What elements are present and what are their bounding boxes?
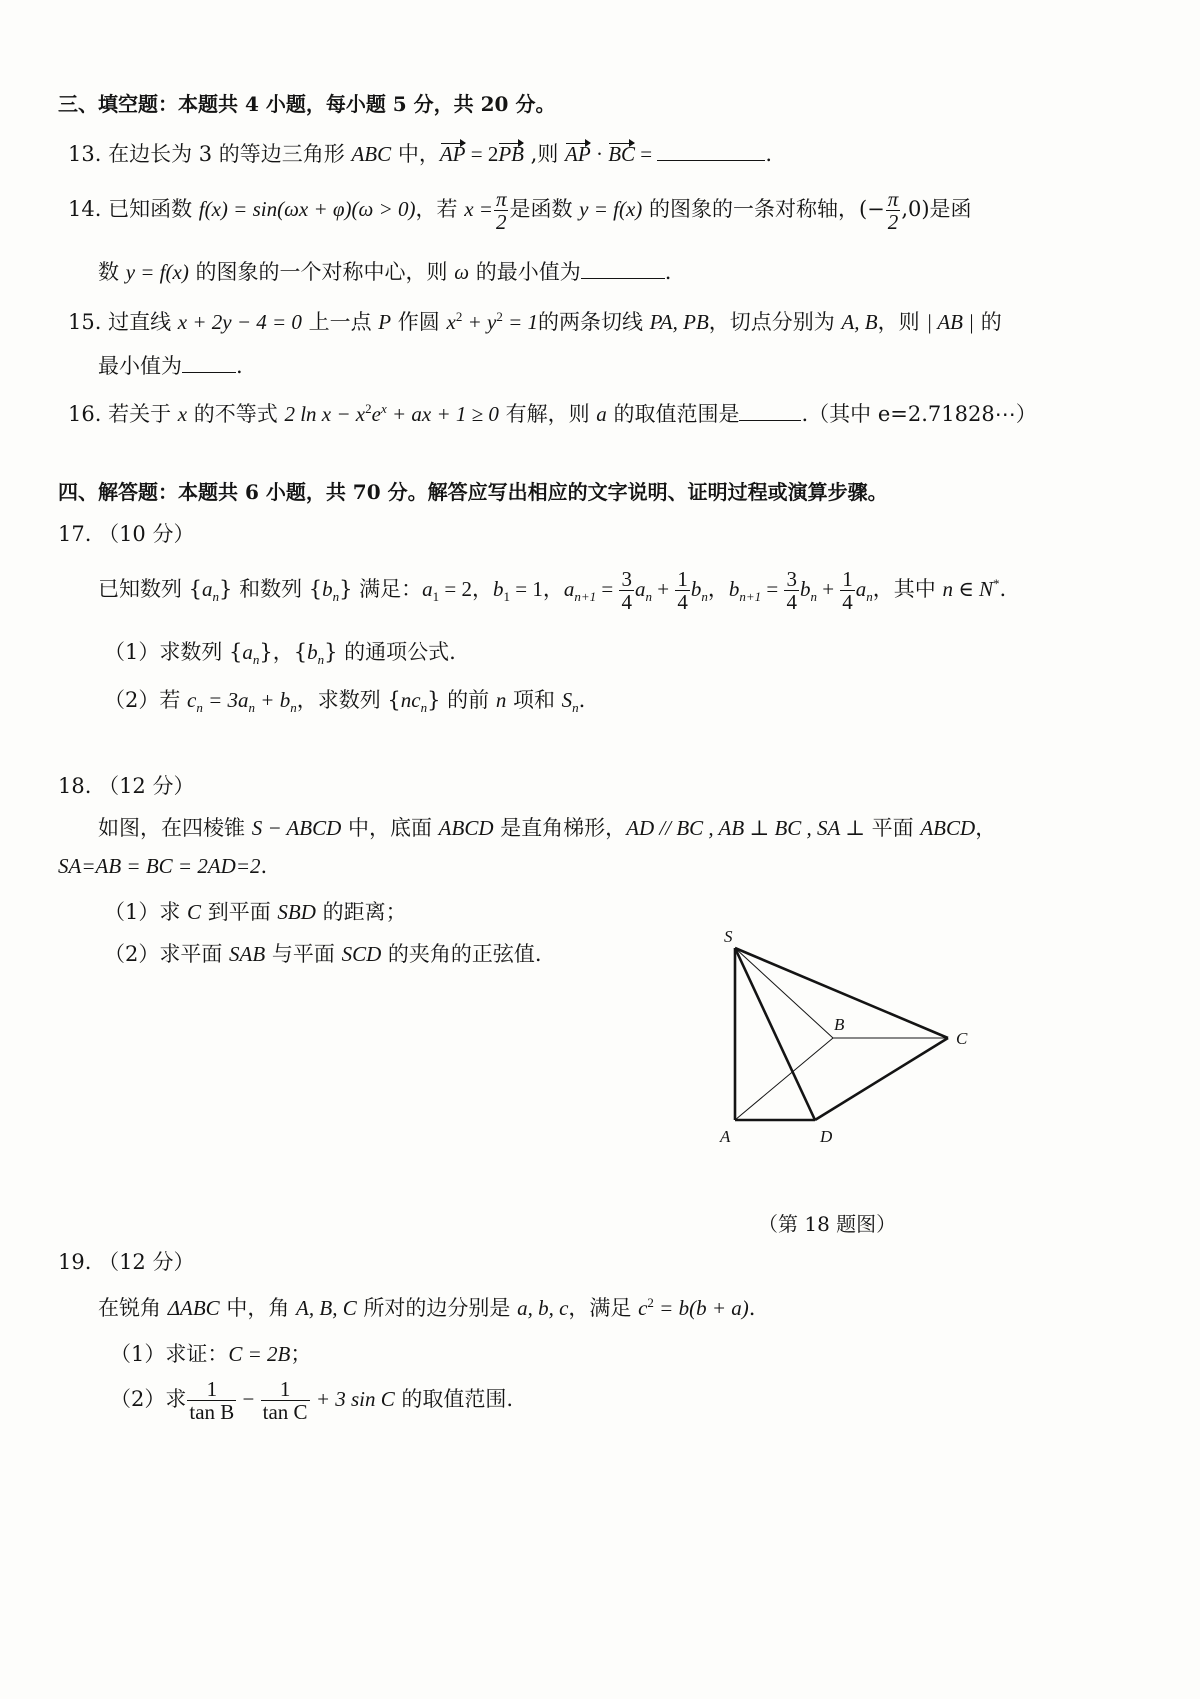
question-18-part-1: （1）求 C 到平面 SBD 的距离； xyxy=(104,900,407,924)
question-16: 16. 若关于 x 的不等式 2 $\ln x - x^2e^x$ + ax + 1 ≥ 0 有解，则 a 的取值范围是 .（其中 e=2.71828⋯） xyxy=(68,401,1037,426)
answer-blank xyxy=(581,260,665,279)
question-19-stem: 在锐角 ΔABC 中，角 A, B, C 所对的边分别是 a, b, c，满足 $c^2 = b(b + a)$. xyxy=(98,1295,756,1320)
q13-number: 13. xyxy=(68,142,102,166)
edge-sd xyxy=(735,948,815,1120)
vertex-label-d: D xyxy=(820,1127,833,1146)
question-18-stem: 如图，在四棱锥 S − ABCD 中，底面 ABCD 是直角梯形，AD // BC , AB ⊥ BC , SA ⊥ 平面 ABCD， xyxy=(98,816,997,840)
question-15-line2: 最小值为 . xyxy=(98,354,243,378)
question-17-header: 17. （10 分） xyxy=(58,522,195,546)
question-19-header: 19. （12 分） xyxy=(58,1250,195,1274)
vertex-label-s: S xyxy=(724,927,733,946)
question-19-part-2: （2）求 $\frac{1}{\text{tan B}}$ − $\frac{1}{\text{tan C}}$ + 3 sin C 的取值范围. xyxy=(110,1377,514,1425)
vertex-label-b: B xyxy=(834,1015,845,1034)
vertex-label-c: C xyxy=(956,1029,968,1048)
vector-ap: AP xyxy=(439,142,466,166)
question-17-part-1: （1）求数列 $\{a_n\}$，$\{b_n\}$ 的通项公式. xyxy=(104,640,456,668)
question-15: 15. 过直线 x + 2y − 4 = 0 上一点 P 作圆 $x^2 + y^2 = 1$的两条切线 PA, PB，切点分别为 A, B，则 | AB | 的 xyxy=(68,309,1002,334)
vector-bc: BC xyxy=(608,142,636,166)
answer-blank xyxy=(739,402,801,421)
pyramid-figure xyxy=(700,920,1000,1160)
question-17-stem: 已知数列 $\{a_n\}$ 和数列 $\{b_n\}$ 满足：$a_1 = 2$，$b_1 = 1$，$a_{n+1}$ = $\frac{3}{4}$ $a_n$ + $\frac{1}{4}$ $b_n$，$b_{n+1}$ = $\frac{3}{4}$ $b_n$ + $\frac{1}{4}$ $a_n$，其中 n ∈ N*. xyxy=(98,567,1007,615)
vertex-label-a: A xyxy=(720,1127,731,1146)
question-18-header: 18. （12 分） xyxy=(58,774,195,798)
section-4-heading: 四、解答题：本题共 6 小题，共 70 分。解答应写出相应的文字说明、证明过程或演算步骤。 xyxy=(58,480,888,504)
section-3-heading: 三、填空题：本题共 4 小题，每小题 5 分，共 20 分。 xyxy=(58,92,556,116)
question-14: 14. 已知函数 f(x) = sin(ωx + φ)(ω > 0)，若 x = $\frac{\pi}{2}$ 是函数 y = f(x) 的图象的一条对称轴，(− $\frac{\pi}{2}$ ,0)是函 xyxy=(68,187,972,235)
question-18-stem-line2: SA=AB = BC = 2AD=2. xyxy=(58,854,268,878)
question-17-part-2: （2）若 $c_n = 3a_n + b_n$，求数列 $\{nc_n\}$ 的前 n 项和 $S_n$. xyxy=(104,688,586,716)
answer-blank xyxy=(182,354,236,373)
question-18-part-2: （2）求平面 SAB 与平面 SCD 的夹角的正弦值. xyxy=(104,942,542,966)
figure-caption: （第 18 题图） xyxy=(758,1212,897,1236)
question-13: 13. 在边长为 3 的等边三角形 ABC 中，AP = 2PB ,则 AP · BC = . xyxy=(68,142,773,166)
edge-dc xyxy=(815,1038,948,1120)
vector-pb: PB xyxy=(498,142,524,166)
edge-sb xyxy=(735,948,833,1038)
question-19-part-1: （1）求证：C = 2B； xyxy=(110,1342,312,1366)
question-14-line2: 数 y = f(x) 的图象的一个对称中心，则 ω 的最小值为 . xyxy=(98,260,672,284)
answer-blank xyxy=(657,142,765,161)
